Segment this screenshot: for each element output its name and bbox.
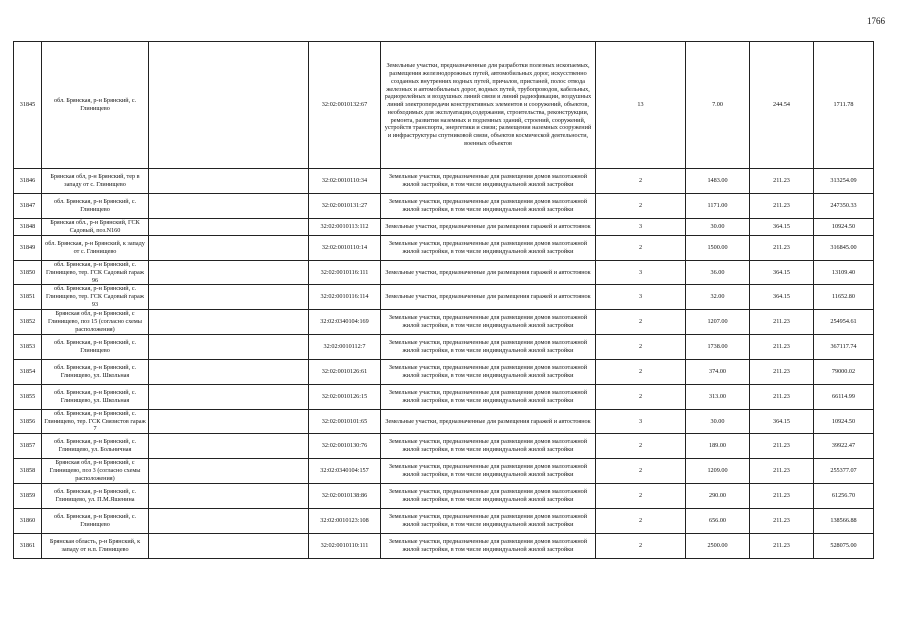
cadastral-number-cell: 32:02:0010112:7 [309, 334, 381, 359]
area-cell: 1171.00 [686, 194, 750, 219]
record-id-cell: 31847 [14, 194, 42, 219]
table-row [14, 285, 874, 309]
address-cell: обл. Брянская, р-н Брянский, с. Глинищево [42, 194, 149, 219]
address-cell: Брянская обл., р-н Брянский, ГСК Садовый, поз.N160 [42, 219, 149, 236]
cadastral-value-cell: 367117.74 [814, 334, 874, 359]
blank-cell-cell [149, 236, 309, 261]
record-id-cell: 31854 [14, 359, 42, 384]
cadastral-value-table [13, 41, 874, 559]
specific-value-cell: 211.23 [750, 334, 814, 359]
land-use-cell: Земельные участки, предназначенные для размещения домов малоэтажной жилой застройки, в том числе индивидуальной жилой застройки [381, 534, 596, 559]
record-id-cell: 31857 [14, 434, 42, 459]
blank-cell-cell [149, 434, 309, 459]
land-use-cell: Земельные участки, предназначенные для размещения домов малоэтажной жилой застройки, в том числе индивидуальной жилой застройки [381, 359, 596, 384]
area-cell: 36.00 [686, 261, 750, 285]
cadastral-number-cell: 32:02:0010113:112 [309, 219, 381, 236]
specific-value-cell: 211.23 [750, 459, 814, 484]
area-cell: 2500.00 [686, 534, 750, 559]
area-cell: 1209.00 [686, 459, 750, 484]
area-cell: 1500.00 [686, 236, 750, 261]
record-id-cell: 31850 [14, 261, 42, 285]
land-use-cell: Земельные участки, предназначенные для размещения домов малоэтажной жилой застройки, в том числе индивидуальной жилой застройки [381, 309, 596, 334]
record-id-cell: 31858 [14, 459, 42, 484]
land-use-cell: Земельные участки, предназначенные для размещения домов малоэтажной жилой застройки, в том числе индивидуальной жилой застройки [381, 334, 596, 359]
specific-value-cell: 211.23 [750, 384, 814, 409]
group-number-cell: 3 [596, 261, 686, 285]
record-id-cell: 31860 [14, 509, 42, 534]
cadastral-number-cell: 32:02:0010130:76 [309, 434, 381, 459]
specific-value-cell: 211.23 [750, 509, 814, 534]
table-row [14, 334, 874, 359]
table-row [14, 261, 874, 285]
group-number-cell: 2 [596, 169, 686, 194]
group-number-cell: 2 [596, 509, 686, 534]
address-cell: обл. Брянская, р-н Брянский, с. Глинищево, тер. ГСК Садовый гараж 93 [42, 285, 149, 309]
group-number-cell: 3 [596, 219, 686, 236]
specific-value-cell: 211.23 [750, 194, 814, 219]
area-cell: 1207.00 [686, 309, 750, 334]
address-cell: обл. Брянская, р-н Брянский, с. Глинищево [42, 42, 149, 169]
record-id-cell: 31846 [14, 169, 42, 194]
cadastral-value-cell: 255377.07 [814, 459, 874, 484]
group-number-cell: 2 [596, 334, 686, 359]
cadastral-number-cell: 32:02:0010116:111 [309, 261, 381, 285]
land-use-cell: Земельные участки, предназначенные для размещения домов малоэтажной жилой застройки, в том числе индивидуальной жилой застройки [381, 459, 596, 484]
record-id-cell: 31853 [14, 334, 42, 359]
cadastral-number-cell: 32:02:0010132:67 [309, 42, 381, 169]
table-row [14, 459, 874, 484]
blank-cell-cell [149, 219, 309, 236]
group-number-cell: 2 [596, 484, 686, 509]
specific-value-cell: 211.23 [750, 359, 814, 384]
land-use-cell: Земельные участки, предназначенные для размещения домов малоэтажной жилой застройки, в том числе индивидуальной жилой застройки [381, 509, 596, 534]
blank-cell-cell [149, 409, 309, 433]
specific-value-cell: 211.23 [750, 434, 814, 459]
land-use-cell: Земельные участки, предназначенные для размещения домов малоэтажной жилой застройки, в том числе индивидуальной жилой застройки [381, 194, 596, 219]
record-id-cell: 31845 [14, 42, 42, 169]
address-cell: Брянская область, р-н Брянский, к западу от н.п. Глинищево [42, 534, 149, 559]
blank-cell-cell [149, 309, 309, 334]
blank-cell-cell [149, 534, 309, 559]
cadastral-value-cell: 316845.00 [814, 236, 874, 261]
record-id-cell: 31849 [14, 236, 42, 261]
specific-value-cell: 211.23 [750, 169, 814, 194]
cadastral-value-cell: 10924.50 [814, 219, 874, 236]
cadastral-number-cell: 32:02:0340104:157 [309, 459, 381, 484]
cadastral-number-cell: 32:02:0010126:61 [309, 359, 381, 384]
group-number-cell: 3 [596, 409, 686, 433]
blank-cell-cell [149, 285, 309, 309]
table-row [14, 484, 874, 509]
cadastral-value-cell: 313254.09 [814, 169, 874, 194]
specific-value-cell: 211.23 [750, 309, 814, 334]
cadastral-number-cell: 32:02:0010110:14 [309, 236, 381, 261]
blank-cell-cell [149, 359, 309, 384]
land-use-cell: Земельные участки, предназначенные для размещения гаражей и автостоянок [381, 285, 596, 309]
record-id-cell: 31855 [14, 384, 42, 409]
blank-cell-cell [149, 42, 309, 169]
land-use-cell: Земельные участки, предназначенные для разработки полезных ископаемых, размещения железнодорожных путей, автомобильных дорог, искусственно созданных внутренних водных путей, причалов, пристаней, полос отвода железных и автомобильных дорог, водных путей, трубопроводов, кабельных, радиорелейных и воздушных линий связи и линий радиофикации, воздушных линий электропередачи конструктивных элементов и сооружений, объектов, необходимых для эксплуатации,содержания, строительства, реконструкции, ремонта, развития наземных и подземных зданий, строений, сооружений, устройств транспорта, энергетики и связи; размещения наземных сооружений и инфраструктуры спутниковой связи, объектов космической деятельности, военных объектов [381, 42, 596, 169]
table-row [14, 534, 874, 559]
cadastral-number-cell: 32:02:0010131:27 [309, 194, 381, 219]
area-cell: 290.00 [686, 484, 750, 509]
cadastral-value-cell: 66114.99 [814, 384, 874, 409]
group-number-cell: 13 [596, 42, 686, 169]
blank-cell-cell [149, 484, 309, 509]
specific-value-cell: 364.15 [750, 409, 814, 433]
specific-value-cell: 211.23 [750, 236, 814, 261]
land-use-cell: Земельные участки, предназначенные для размещения гаражей и автостоянок [381, 261, 596, 285]
cadastral-value-cell: 79000.02 [814, 359, 874, 384]
table-row [14, 509, 874, 534]
specific-value-cell: 364.15 [750, 285, 814, 309]
cadastral-value-cell: 1711.78 [814, 42, 874, 169]
record-id-cell: 31851 [14, 285, 42, 309]
area-cell: 1483.00 [686, 169, 750, 194]
address-cell: Брянская обл, р-н Брянский, с Глинищево, поз 3 (согласно схемы расположения) [42, 459, 149, 484]
group-number-cell: 2 [596, 434, 686, 459]
cadastral-value-cell: 138566.88 [814, 509, 874, 534]
area-cell: 189.00 [686, 434, 750, 459]
address-cell: обл. Брянская, р-н Брянский, с. Глинищево, тер. ГСК Садовый гараж 96 [42, 261, 149, 285]
cadastral-value-cell: 10924.50 [814, 409, 874, 433]
specific-value-cell: 364.15 [750, 261, 814, 285]
cadastral-value-cell: 247350.33 [814, 194, 874, 219]
table-row [14, 384, 874, 409]
address-cell: обл. Брянская, р-н Брянский, с. Глинищево, тер. ГСК Связистов гараж 7 [42, 409, 149, 433]
record-id-cell: 31848 [14, 219, 42, 236]
address-cell: обл. Брянская, р-н Брянский, с. Глинищево, ул. Школьная [42, 384, 149, 409]
cadastral-value-cell: 13109.40 [814, 261, 874, 285]
specific-value-cell: 364.15 [750, 219, 814, 236]
group-number-cell: 2 [596, 459, 686, 484]
table-row [14, 434, 874, 459]
table-row [14, 42, 874, 169]
land-use-cell: Земельные участки, предназначенные для размещения домов малоэтажной жилой застройки, в том числе индивидуальной жилой застройки [381, 384, 596, 409]
record-id-cell: 31861 [14, 534, 42, 559]
blank-cell-cell [149, 334, 309, 359]
cadastral-number-cell: 32:02:0010138:86 [309, 484, 381, 509]
specific-value-cell: 211.23 [750, 534, 814, 559]
address-cell: Брянская обл, р-н Брянский, с Глинищево, поз 15 (согласно схемы расположения) [42, 309, 149, 334]
specific-value-cell: 211.23 [750, 484, 814, 509]
blank-cell-cell [149, 261, 309, 285]
address-cell: обл. Брянская, р-н Брянский, с. Глинищево, ул. Школьная [42, 359, 149, 384]
area-cell: 32.00 [686, 285, 750, 309]
cadastral-number-cell: 32:02:0010116:114 [309, 285, 381, 309]
specific-value-cell: 244.54 [750, 42, 814, 169]
land-use-cell: Земельные участки, предназначенные для размещения домов малоэтажной жилой застройки, в том числе индивидуальной жилой застройки [381, 434, 596, 459]
address-cell: обл. Брянская, р-н Брянский, с. Глинищево, ул. П.М.Яшенина [42, 484, 149, 509]
area-cell: 1738.00 [686, 334, 750, 359]
cadastral-number-cell: 32:02:0010123:108 [309, 509, 381, 534]
cadastral-number-cell: 32:02:0010101:65 [309, 409, 381, 433]
blank-cell-cell [149, 384, 309, 409]
blank-cell-cell [149, 169, 309, 194]
table-row [14, 194, 874, 219]
cadastral-number-cell: 32:02:0010110:34 [309, 169, 381, 194]
blank-cell-cell [149, 459, 309, 484]
record-id-cell: 31859 [14, 484, 42, 509]
address-cell: обл. Брянская, р-н Брянский, к западу от с. Глинищево [42, 236, 149, 261]
group-number-cell: 2 [596, 359, 686, 384]
table-row [14, 309, 874, 334]
group-number-cell: 2 [596, 309, 686, 334]
area-cell: 30.00 [686, 219, 750, 236]
address-cell: Брянская обл, р-н Брянский, тер в западу от с. Глинищево [42, 169, 149, 194]
group-number-cell: 2 [596, 236, 686, 261]
group-number-cell: 2 [596, 534, 686, 559]
table-row [14, 409, 874, 433]
table-row [14, 236, 874, 261]
cadastral-value-cell: 254954.61 [814, 309, 874, 334]
area-cell: 7.00 [686, 42, 750, 169]
land-use-cell: Земельные участки, предназначенные для размещения домов малоэтажной жилой застройки, в том числе индивидуальной жилой застройки [381, 236, 596, 261]
table-row [14, 219, 874, 236]
land-use-cell: Земельные участки, предназначенные для размещения гаражей и автостоянок [381, 219, 596, 236]
page-number: 1766 [867, 16, 885, 26]
cadastral-number-cell: 32:02:0010110:111 [309, 534, 381, 559]
blank-cell-cell [149, 194, 309, 219]
cadastral-number-cell: 32:02:0010126:15 [309, 384, 381, 409]
area-cell: 374.00 [686, 359, 750, 384]
address-cell: обл. Брянская, р-н Брянский, с. Глинищево, ул. Больничная [42, 434, 149, 459]
cadastral-value-cell: 61256.70 [814, 484, 874, 509]
cadastral-value-cell: 39922.47 [814, 434, 874, 459]
area-cell: 656.00 [686, 509, 750, 534]
cadastral-value-cell: 11652.80 [814, 285, 874, 309]
land-use-cell: Земельные участки, предназначенные для размещения гаражей и автостоянок [381, 409, 596, 433]
land-use-cell: Земельные участки, предназначенные для размещения домов малоэтажной жилой застройки, в том числе индивидуальной жилой застройки [381, 169, 596, 194]
address-cell: обл. Брянская, р-н Брянский, с. Глинищево [42, 334, 149, 359]
cadastral-number-cell: 32:02:0340104:169 [309, 309, 381, 334]
area-cell: 313.00 [686, 384, 750, 409]
cadastral-value-cell: 528075.00 [814, 534, 874, 559]
area-cell: 30.00 [686, 409, 750, 433]
record-id-cell: 31852 [14, 309, 42, 334]
group-number-cell: 3 [596, 285, 686, 309]
group-number-cell: 2 [596, 384, 686, 409]
land-use-cell: Земельные участки, предназначенные для размещения домов малоэтажной жилой застройки, в том числе индивидуальной жилой застройки [381, 484, 596, 509]
table-row [14, 169, 874, 194]
group-number-cell: 2 [596, 194, 686, 219]
blank-cell-cell [149, 509, 309, 534]
table-row [14, 359, 874, 384]
address-cell: обл. Брянская, р-н Брянский, с. Глинищево [42, 509, 149, 534]
record-id-cell: 31856 [14, 409, 42, 433]
